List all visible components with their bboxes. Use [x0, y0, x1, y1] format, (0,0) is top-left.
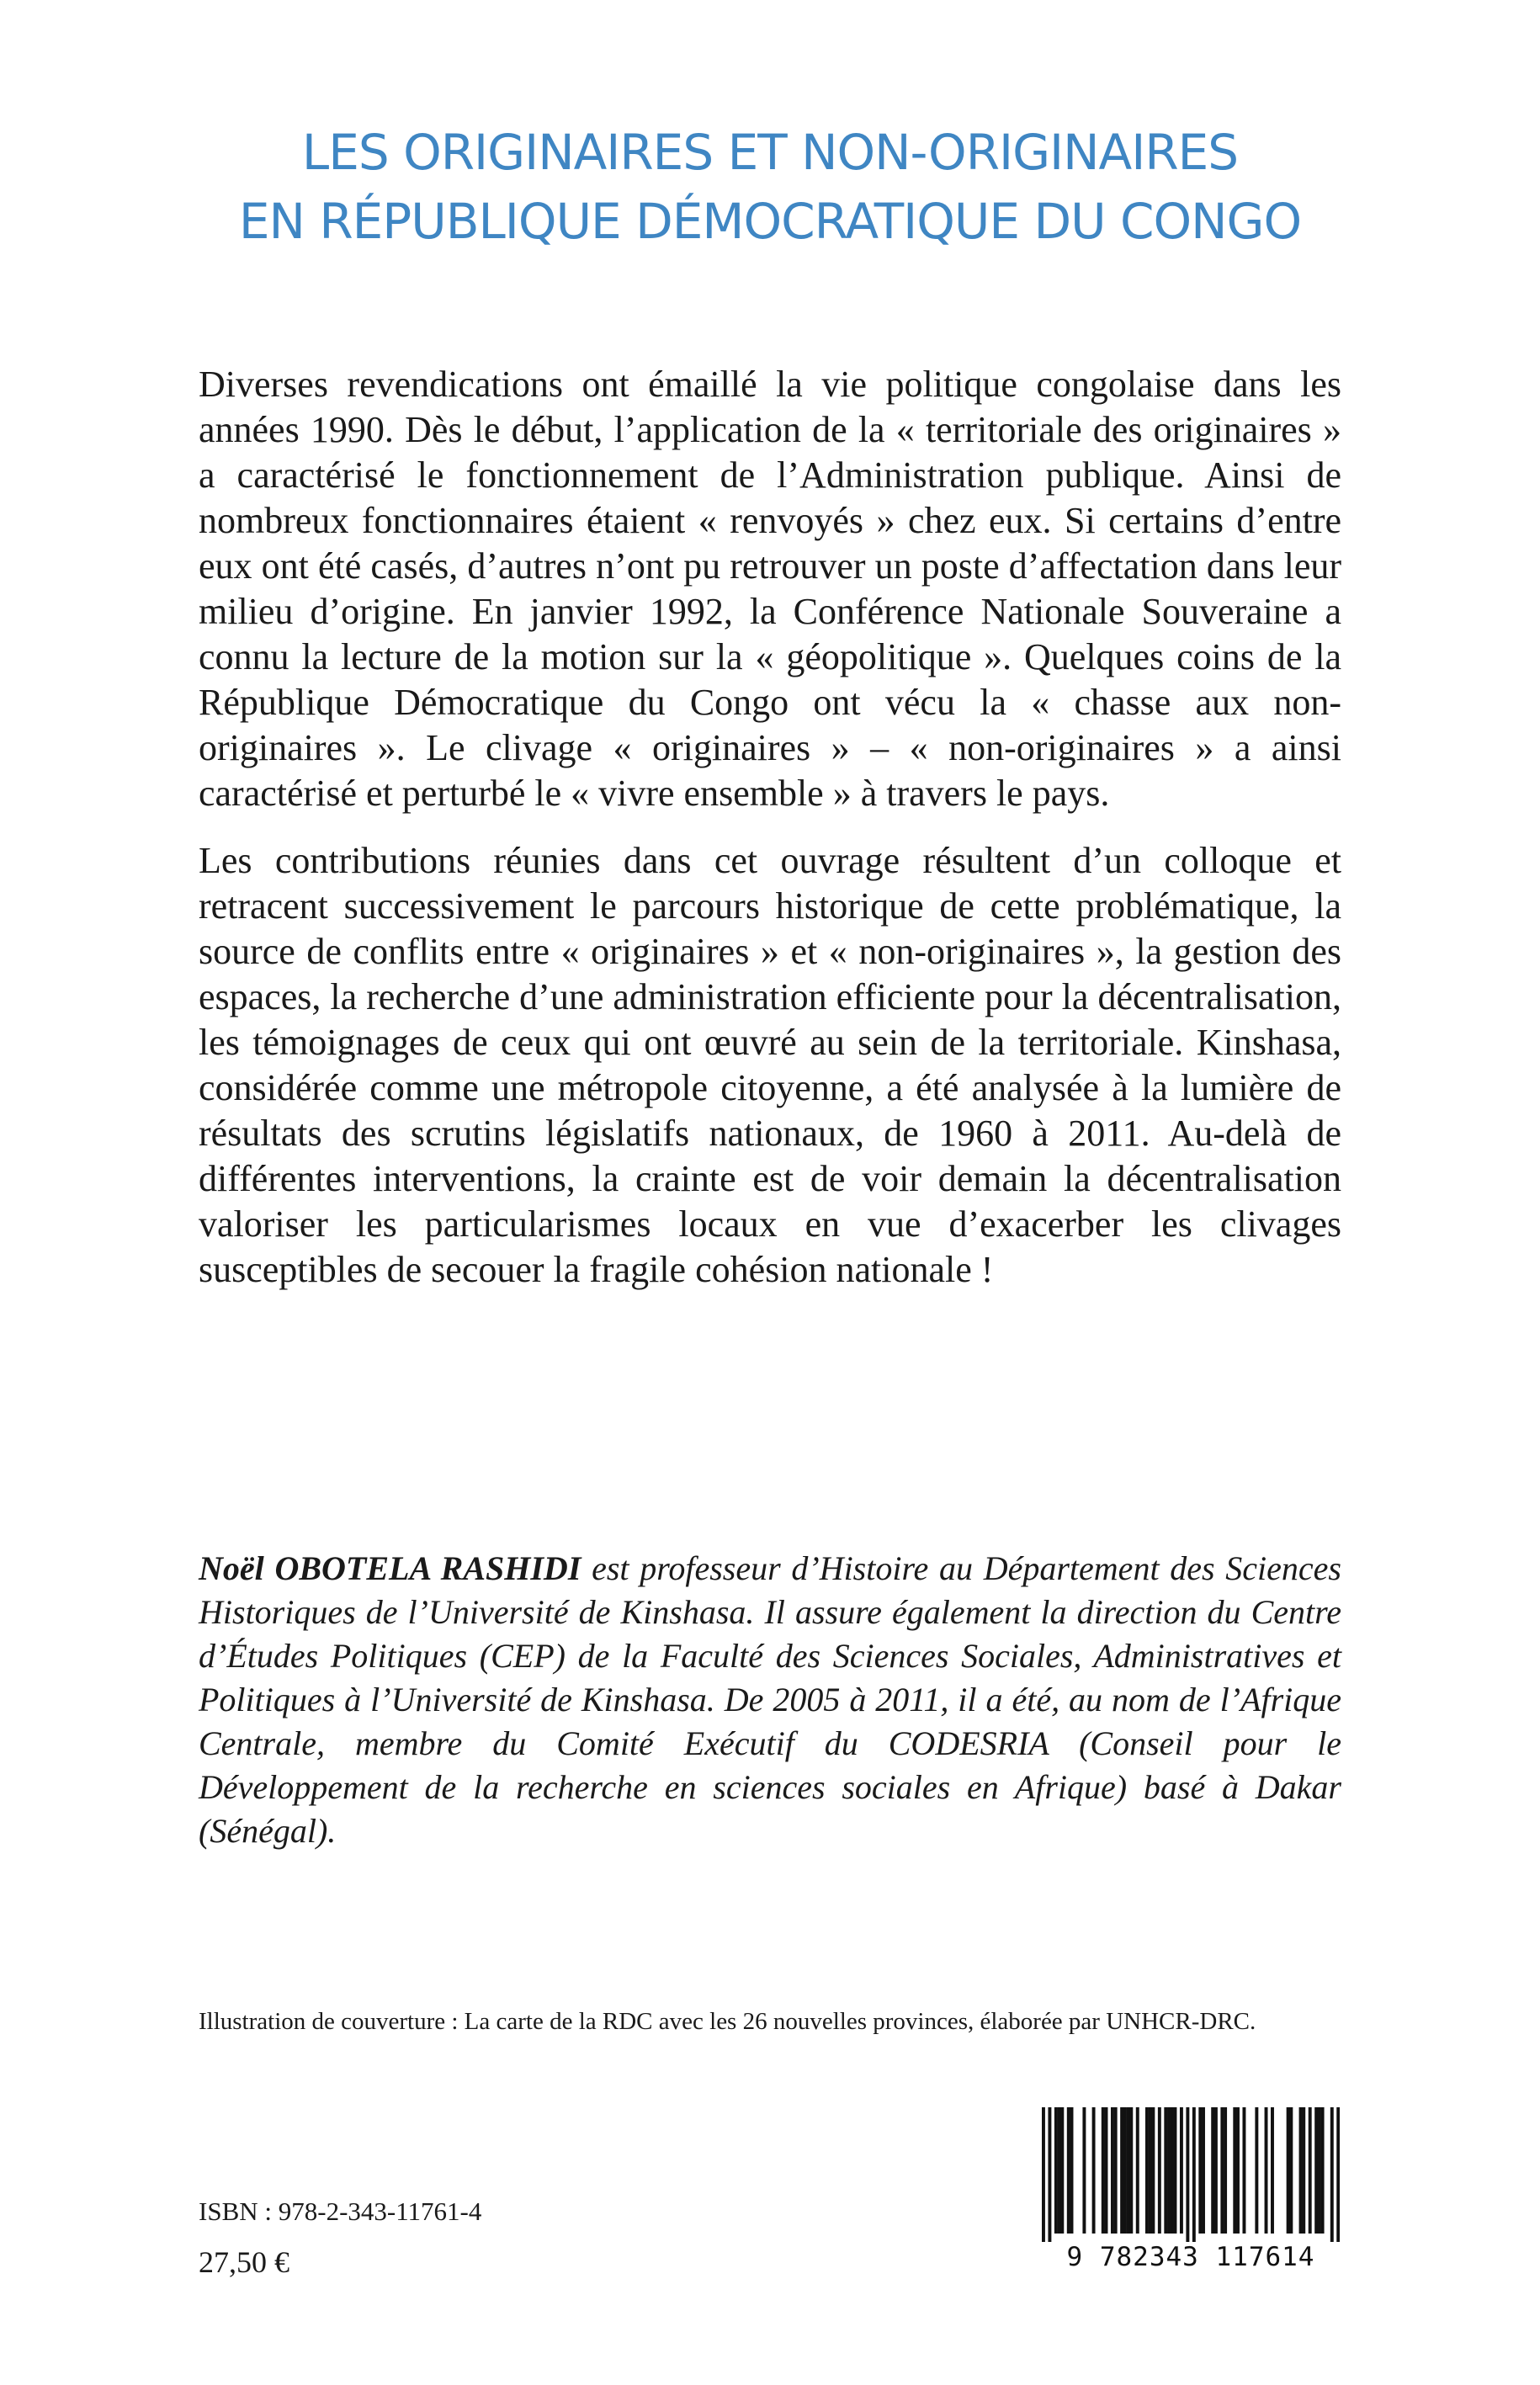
book-summary	[199, 362, 1341, 1315]
barcode-digits: 9 782343 117614	[1066, 2242, 1315, 2272]
barcode-bar	[1265, 2107, 1268, 2234]
barcode-bar	[1058, 2107, 1061, 2234]
barcode-bar	[1202, 2107, 1205, 2234]
barcode-bar	[1174, 2107, 1177, 2234]
author-bio	[199, 1547, 1341, 1853]
barcode-bar	[1186, 2107, 1189, 2242]
barcode-bar	[1233, 2107, 1236, 2234]
barcode-bar	[1321, 2107, 1325, 2234]
cover-illustration-credit: Illustration de couverture : La carte de la RDC avec les 26 nouvelles provinces, élaborée par UNHCR-DRC.	[199, 2008, 1256, 2035]
barcode-bars-icon	[1042, 2107, 1340, 2242]
barcode-bar	[1192, 2107, 1196, 2242]
barcode-bar	[1214, 2107, 1218, 2234]
barcode-bar	[1236, 2107, 1240, 2234]
barcode-bar	[1114, 2107, 1118, 2234]
author-name: Noël OBOTELA RASHIDI	[199, 1549, 581, 1587]
barcode-bar	[1220, 2107, 1224, 2234]
barcode-bar	[1198, 2107, 1202, 2234]
barcode-bar	[1054, 2107, 1058, 2234]
barcode-bar	[1060, 2107, 1064, 2234]
barcode-bar	[1120, 2107, 1123, 2234]
barcode-bar	[1255, 2107, 1258, 2234]
barcode-bar	[1330, 2107, 1334, 2242]
barcode-bar	[1127, 2107, 1130, 2234]
book-title	[0, 118, 1540, 256]
barcode-bar	[1287, 2107, 1290, 2234]
barcode-bar	[1102, 2107, 1105, 2234]
barcode-bar	[1149, 2107, 1152, 2234]
barcode-bar	[1336, 2107, 1340, 2242]
barcode-bar	[1145, 2107, 1149, 2234]
barcode-bar	[1105, 2107, 1108, 2234]
barcode-bar	[1271, 2107, 1274, 2234]
barcode-bar	[1318, 2107, 1321, 2234]
barcode-bar	[1242, 2107, 1245, 2234]
barcode-bar	[1042, 2107, 1045, 2242]
book-title-line-2: EN RÉPUBLIQUE DÉMOCRATIQUE DU CONGO	[238, 193, 1302, 250]
barcode-bar	[1289, 2107, 1293, 2234]
barcode-bar	[1309, 2107, 1312, 2234]
isbn: ISBN : 978-2-343-11761-4	[199, 2196, 482, 2226]
barcode-bar	[1314, 2107, 1318, 2234]
barcode-bar	[1123, 2107, 1127, 2234]
barcode-bar	[1111, 2107, 1114, 2234]
barcode-bar	[1151, 2107, 1155, 2234]
barcode-bar	[1224, 2107, 1227, 2234]
barcode-bar	[1211, 2107, 1214, 2234]
barcode-bar	[1171, 2107, 1174, 2234]
barcode-bar	[1092, 2107, 1096, 2234]
summary-paragraph-2: Les contributions réunies dans cet ouvrage résultent d’un colloque et retracent successivement le parcours historique de cette problématique, la source de conflits entre « originaires » et « non-originaires », la gestion des espaces, la recherche d’une administration efficiente pour la décentralisation, les témoignages de ceux qui ont œuvré au sein de la territoriale. Kinshasa, considérée comme une métropole citoyenne, a été analysée à la lumière de résultats des scrutins législatifs nationaux, de 1960 à 2011. Au-delà de différentes interventions, la crainte est de voir demain la décentralisation valoriser les particularismes locaux en vue d’exacerber les clivages susceptibles de secouer la fragile cohésion nationale !	[199, 840, 1341, 1290]
barcode-bar	[1167, 2107, 1171, 2234]
barcode-bar	[1302, 2107, 1305, 2234]
barcode-bar	[1070, 2107, 1074, 2234]
book-title-line-1: LES ORIGINAIRES ET NON-ORIGINAIRES	[301, 124, 1239, 181]
barcode-bar	[1048, 2107, 1051, 2242]
barcode-bar	[1067, 2107, 1070, 2234]
barcode-bar	[1299, 2107, 1303, 2234]
barcode-bar	[1082, 2107, 1086, 2234]
author-bio-text: est professeur d’Histoire au Département des Sciences Historiques de l’Université de Kinshasa. Il assure également la direction du Centre d’Études Politiques (CEP) de la Faculté des Sciences Sociales, Administratives et Politiques à l’Université de Kinshasa. De 2005 à 2011, il a été, au nom de l’Afrique Centrale, membre du Comité Exécutif du CODESRIA (Conseil pour le Développement de la recherche en sciences sociales en Afrique) basé à Dakar (Sénégal).	[199, 1549, 1341, 1850]
barcode-bar	[1158, 2107, 1161, 2234]
barcode-bar	[1136, 2107, 1139, 2234]
price: 27,50 €	[199, 2245, 289, 2279]
summary-paragraph-1: Diverses revendications ont émaillé la vie politique congolaise dans les années 1990. Dès le début, l’application de la « territoriale des originaires » a caractérisé le fonctionnement de l’Administration publique. Ainsi de nombreux fonctionnaires étaient « renvoyés » chez eux. Si certains d’entre eux ont été casés, d’autres n’ont pu retrouver un poste d’affectation dans leur milieu d’origine. En janvier 1992, la Conférence Nationale Souveraine a connu la lecture de la motion sur la « géopolitique ». Quelques coins de la République Démocratique du Congo ont vécu la « chasse aux non-originaires ». Le clivage « originaires » – « non-originaires » a ainsi caractérisé et perturbé le « vivre ensemble » à travers le pays.	[199, 364, 1341, 814]
barcode-bar	[1180, 2107, 1183, 2234]
barcode-bar	[1164, 2107, 1167, 2234]
barcode-bar	[1129, 2107, 1133, 2234]
